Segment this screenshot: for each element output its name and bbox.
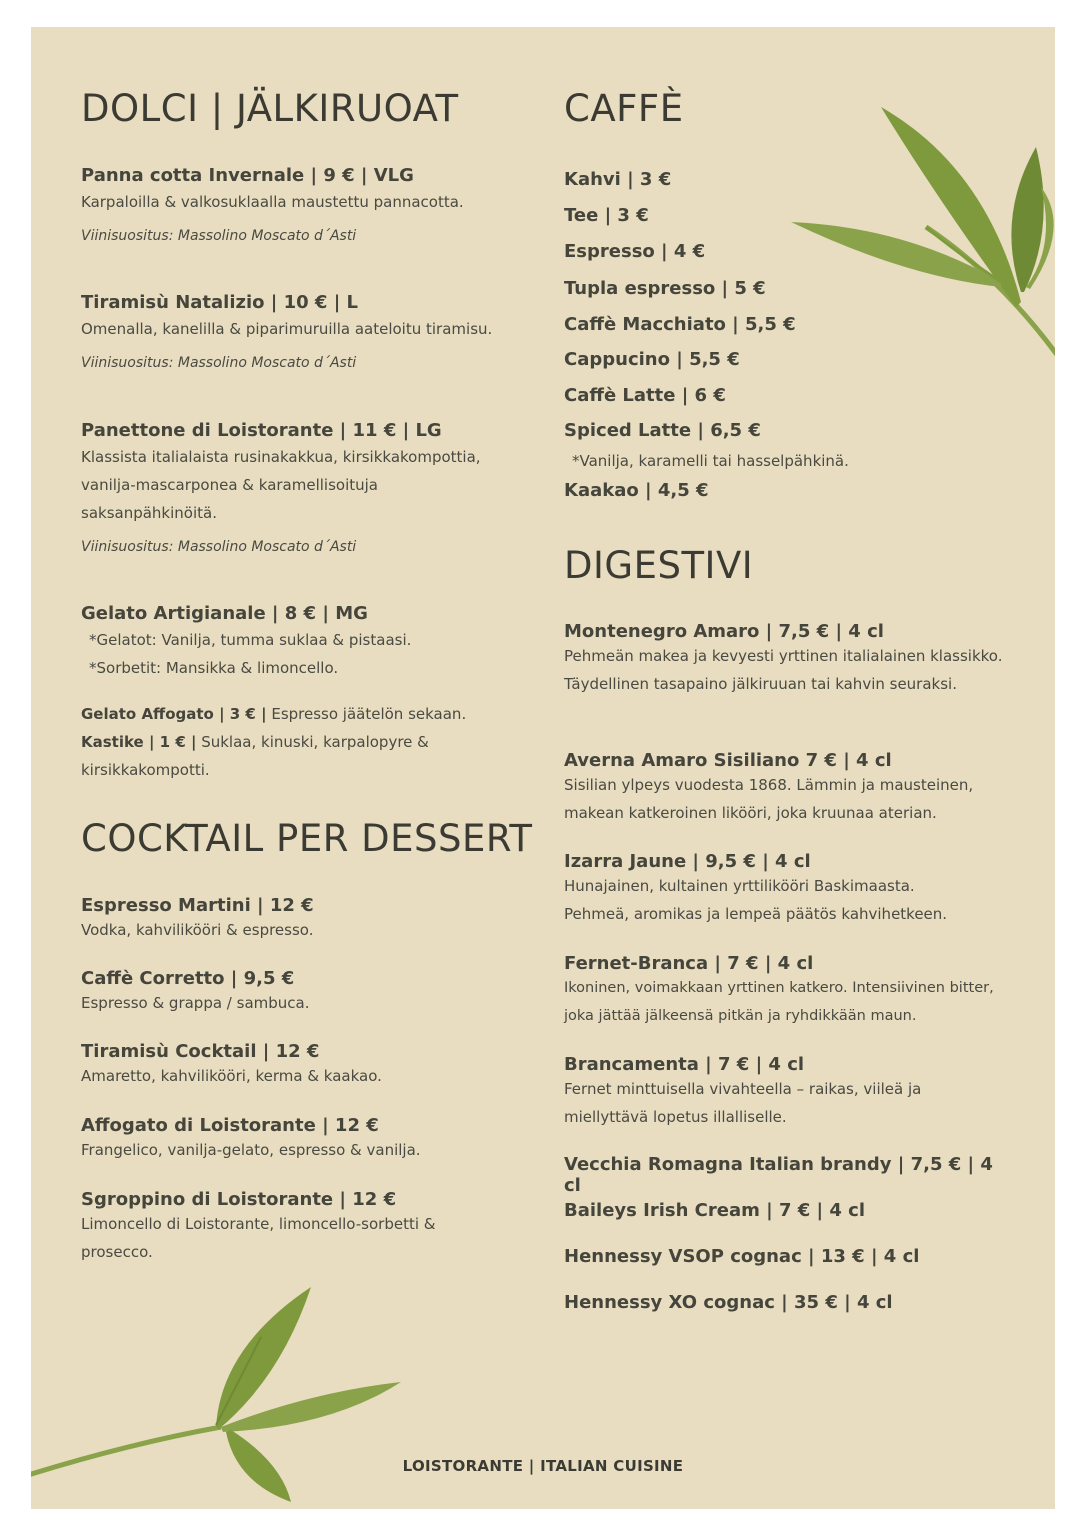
gelato-note: *Gelatot: Vanilja, tumma suklaa & pistaasi. <box>89 631 412 649</box>
dessert-item <box>81 165 531 244</box>
affogato-line <box>81 700 491 728</box>
item-description: Limoncello di Loistorante, limoncello-sorbetti & prosecco. <box>81 1215 436 1261</box>
caffe-item: Espresso | 4 € <box>564 241 706 262</box>
cocktail-heading: COCKTAIL PER DESSERT <box>81 817 533 860</box>
cocktail-item <box>81 895 531 968</box>
dessert-item <box>81 292 531 371</box>
item-title: Gelato Artigianale | 8 € | MG <box>81 603 368 624</box>
digestivo-item <box>564 621 1014 750</box>
digestivo-item <box>564 953 1014 1054</box>
sorbet-note: *Sorbetit: Mansikka & limoncello. <box>89 659 339 677</box>
item-title: Izarra Jaune | 9,5 € | 4 cl <box>564 851 811 872</box>
caffe-item: Caffè Latte | 6 € <box>564 384 726 406</box>
cocktail-list <box>81 895 531 1266</box>
cocktail-item <box>81 1189 481 1266</box>
item-description: Sisilian ylpeys vuodesta 1868. Lämmin ja mausteinen, makean katkeroinen likööri, joka kruunaa aterian. <box>564 776 974 822</box>
caffe-list <box>564 162 1024 508</box>
item-title: Panettone di Loistorante | 11 € | LG <box>81 420 442 441</box>
kastike-line <box>81 728 491 784</box>
digestivo-simple: Vecchia Romagna Italian brandy | 7,5 € | 4 cl <box>564 1154 993 1196</box>
item-description: Ikoninen, voimakkaan yrttinen katkero. Intensiivinen bitter, joka jättää jälkeensä pitkän ja ryhdikkään maun. <box>564 980 994 1024</box>
affogato-desc: Espresso jäätelön sekaan. <box>266 705 467 723</box>
caffe-item: Kahvi | 3 € <box>564 169 672 190</box>
restaurant-footer: LOISTORANTE | ITALIAN CUISINE <box>402 1457 684 1475</box>
kastike-name: Kastike | 1 € | <box>81 733 197 751</box>
caffe-item: Cappucino | 5,5 € <box>564 349 740 370</box>
extras <box>81 700 491 784</box>
digestivi-list <box>564 621 1014 1338</box>
cocktail-item <box>81 1041 531 1115</box>
wine-recommendation: Viinisuositus: Massolino Moscato d´Asti <box>81 539 357 555</box>
item-title: Tiramisù Cocktail | 12 € <box>81 1041 320 1062</box>
cocktail-item <box>81 1115 531 1189</box>
item-description: Klassista italialaista rusinakakkua, kirsikkakompottia, vanilja-mascarponea & karamellisoituja saksanpähkinöitä. <box>81 448 481 522</box>
item-title: Brancamenta | 7 € | 4 cl <box>564 1054 805 1075</box>
caffe-item: Caffè Macchiato | 5,5 € <box>564 313 796 335</box>
wine-recommendation: Viinisuositus: Massolino Moscato d´Asti <box>81 228 357 244</box>
item-title: Panna cotta Invernale | 9 € | VLG <box>81 165 414 186</box>
caffe-item: Kaakao | 4,5 € <box>564 479 709 501</box>
item-title: Affogato di Loistorante | 12 € <box>81 1115 379 1136</box>
digestivo-simple: Hennessy XO cognac | 35 € | 4 cl <box>564 1292 893 1313</box>
digestivo-simple: Baileys Irish Cream | 7 € | 4 cl <box>564 1200 866 1221</box>
item-title: Espresso Martini | 12 € <box>81 895 314 916</box>
item-description: Karpaloilla & valkosuklaalla maustettu pannacotta. <box>81 193 464 211</box>
menu-page <box>31 27 1055 1509</box>
item-description: Amaretto, kahvilikööri, kerma & kaakao. <box>81 1067 382 1085</box>
caffe-item: Spiced Latte | 6,5 € <box>564 420 761 441</box>
gelato-item <box>81 603 531 682</box>
item-description: Hunajainen, kultainen yrttilikööri Baskimaasta. Pehmeä, aromikas ja lempeä päätös kahvihetkeen. <box>564 877 948 923</box>
item-description: Fernet minttuisella vivahteella – raikas, viileä ja miellyttävä lopetus illalliselle. <box>564 1080 922 1126</box>
caffe-heading: CAFFÈ <box>564 87 684 130</box>
digestivo-simple: Hennessy VSOP cognac | 13 € | 4 cl <box>564 1246 920 1267</box>
digestivo-item <box>564 750 1014 851</box>
wine-recommendation: Viinisuositus: Massolino Moscato d´Asti <box>81 355 357 371</box>
item-description: Pehmeän makea ja kevyesti yrttinen italialainen klassikko. Täydellinen tasapaino jälkiruuan tai kahvin seuraksi. <box>564 647 1003 693</box>
caffe-item: Tupla espresso | 5 € <box>564 278 766 299</box>
caffe-item: Tee | 3 € <box>564 204 649 226</box>
cocktail-item <box>81 968 531 1041</box>
dolci-heading: DOLCI | JÄLKIRUOAT <box>81 87 459 130</box>
digestivo-item <box>564 851 984 953</box>
item-description: Frangelico, vanilja-gelato, espresso & vanilja. <box>81 1141 421 1159</box>
item-title: Sgroppino di Loistorante | 12 € <box>81 1189 397 1210</box>
digestivi-heading: DIGESTIVI <box>564 544 754 587</box>
item-title: Fernet-Branca | 7 € | 4 cl <box>564 953 814 974</box>
dessert-item <box>81 420 511 555</box>
item-description: Vodka, kahvilikööri & espresso. <box>81 921 314 939</box>
item-title: Montenegro Amaro | 7,5 € | 4 cl <box>564 621 884 642</box>
item-description: Espresso & grappa / sambuca. <box>81 994 310 1012</box>
item-title: Averna Amaro Sisiliano 7 € | 4 cl <box>564 750 892 771</box>
digestivo-item <box>564 1054 984 1154</box>
item-title: Caffè Corretto | 9,5 € <box>81 968 295 989</box>
kastike-desc: Suklaa, kinuski, karpalopyre & kirsikkakompotti. <box>81 733 429 779</box>
affogato-name: Gelato Affogato | 3 € | <box>81 705 267 723</box>
spiced-latte-note: *Vanilja, karamelli tai hasselpähkinä. <box>572 451 849 470</box>
item-title: Tiramisù Natalizio | 10 € | L <box>81 292 359 313</box>
item-description: Omenalla, kanelilla & piparimuruilla aateloitu tiramisu. <box>81 320 493 338</box>
